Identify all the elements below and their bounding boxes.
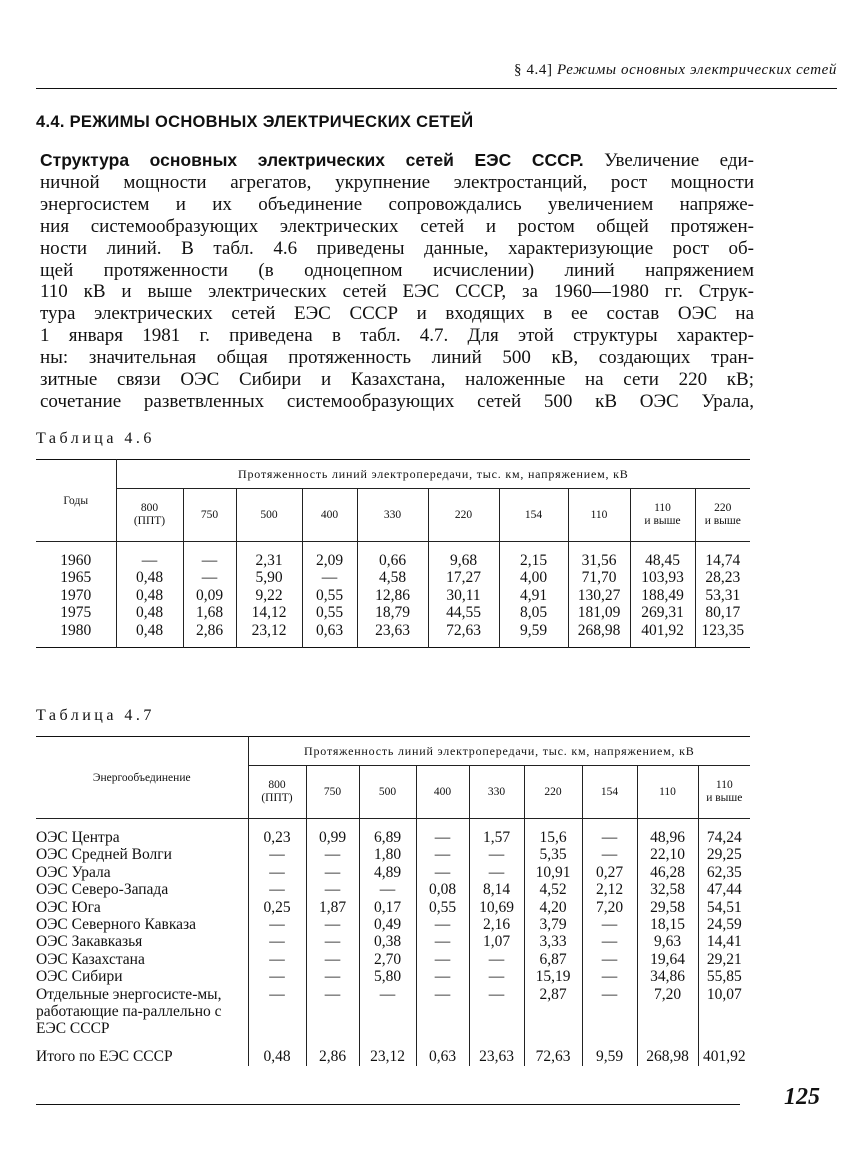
row-header-years: Годы [36,460,116,542]
paragraph-line: 1 января 1981 г. приведена в табл. 4.7. Для этой структуры характер- [40,325,754,347]
column-header: 500 [236,489,302,542]
paragraph-line: 110 кВ и выше электрических сетей ЕЭС СССР, за 1960—1980 гг. Струк- [40,281,754,303]
data-column-330: 1,57 — — 8,14 10,69 2,16 1,07 — — — [469,829,524,1038]
data-column-110: 48,96 22,10 46,28 32,58 29,58 18,15 9,63 19,64 34,86 7,20 [637,829,698,1038]
section-title: 4.4. РЕЖИМЫ ОСНОВНЫХ ЭЛЕКТРИЧЕСКИХ СЕТЕЙ [36,113,474,131]
data-column-500: 2,31 5,90 9,22 14,12 23,12 [236,552,302,648]
column-header: 400 [302,489,357,542]
column-header: 500 [359,766,416,819]
data-column-400: — — — 0,08 0,55 — — — — — [416,829,469,1038]
data-column-220: 15,6 5,35 10,91 4,52 4,20 3,79 3,33 6,87 15,19 2,87 [524,829,582,1038]
data-column-220: 9,68 17,27 30,11 44,55 72,63 [428,552,499,648]
association-names: ОЭС Центра ОЭС Средней Волги ОЭС Урала ОЭС Северо-Запада ОЭС Юга ОЭС Северного Кавказа ОЭС Закавказья ОЭС Казахстана ОЭС Сибири Отдельные энергосисте-мы, работающие па-раллельно с ЕЭС СССР [36,829,222,1038]
column-header: 330 [469,766,524,819]
column-header: 330 [357,489,428,542]
column-header: 800 (ППТ) [116,489,183,542]
table-4-7-caption: Таблица 4.7 [36,707,155,724]
data-column-154: — — 0,27 2,12 7,20 — — — — — [582,829,637,1038]
page-number: 125 [784,1084,820,1110]
total-value: 9,59 [582,1038,637,1066]
total-value: 268,98 [637,1038,698,1066]
total-label: Итого по ЕЭС СССР [36,1047,173,1065]
column-header: 154 [499,489,568,542]
total-value: 0,48 [248,1038,306,1066]
column-header: 750 [183,489,236,542]
paragraph-line: зитные связи ОЭС Сибири и Казахстана, наложенные на сети 220 кВ; [40,369,754,391]
column-header: 220 и выше [695,489,750,542]
row-header-association: Энергообъединение [36,737,248,819]
paragraph-line: ны: значительная общая протяженность линий 500 кВ, создающих тран- [40,347,754,369]
total-value: 23,63 [469,1038,524,1066]
data-column-330: 0,66 4,58 12,86 18,79 23,63 [357,552,428,648]
column-header: 800 (ППТ) [248,766,306,819]
total-value: 23,12 [359,1038,416,1066]
paragraph-line: ности линий. В табл. 4.6 приведены данные, характеризующие рост об- [40,237,754,259]
year-column: 1960 1965 1970 1975 1980 [60,552,92,639]
column-header: 750 [306,766,359,819]
total-value: 72,63 [524,1038,582,1066]
paragraph-line: сочетание разветвленных системообразующих сетей 500 кВ ОЭС Урала, [40,390,754,412]
data-column-110-and-above: 48,45 103,93 188,49 269,31 401,92 [630,552,695,648]
table-4-6-caption: Таблица 4.6 [36,430,155,447]
data-column-220-and-above: 14,74 28,23 53,31 80,17 123,35 [695,552,750,648]
column-header: 110 [568,489,630,542]
data-column-400: 2,09 — 0,55 0,55 0,63 [302,552,357,648]
super-header: Протяженность линий электропередачи, тыс. км, напряжением, кВ [248,737,750,766]
data-column-800: 0,23 — — — 0,25 — — — — — [248,829,306,1038]
total-value: 401,92 [698,1038,750,1066]
data-column-110: 31,56 71,70 130,27 181,09 268,98 [568,552,630,648]
data-column-500: 6,89 1,80 4,89 — 0,17 0,49 0,38 2,70 5,80 — [359,829,416,1038]
running-head [36,62,837,79]
data-column-750: — — 0,09 1,68 2,86 [183,552,236,648]
paragraph-line: тура электрических сетей ЕЭС СССР и входящих в ее состав ОЭС на [40,303,754,325]
column-header: 110 и выше [630,489,695,542]
table-4-7 [36,736,750,1066]
total-value: 0,63 [416,1038,469,1066]
data-column-750: 0,99 — — — 1,87 — — — — — [306,829,359,1038]
paragraph-line: энергосистем и их объединение сопровождались увеличением напряже- [40,193,754,215]
paragraph-line: ничной мощности агрегатов, укрупнение электростанций, рост мощности [40,171,754,193]
body-paragraph [40,150,754,413]
data-column-800: — 0,48 0,48 0,48 0,48 [116,552,183,648]
column-header: 154 [582,766,637,819]
total-value: 2,86 [306,1038,359,1066]
footer-rule [36,1104,740,1105]
paragraph-line: Увеличение еди- [604,150,754,171]
column-header: 220 [428,489,499,542]
paragraph-line: щей протяженности (в одноцепном исчислении) линий напряжением [40,259,754,281]
paragraph-lead: Структура основных электрических сетей ЕЭС СССР. [40,150,584,170]
data-column-154: 2,15 4,00 4,91 8,05 9,59 [499,552,568,648]
super-header: Протяженность линий электропередачи, тыс. км, напряжением, кВ [116,460,750,489]
paragraph-line: ния системообразующих электрических сетей и ростом общей протяжен- [40,215,754,237]
total-row [36,1038,750,1066]
column-header: 110 и выше [698,766,750,819]
running-head-title: Режимы основных электрических сетей [556,62,837,78]
header-rule [36,88,837,89]
running-head-section: § 4.4] [514,62,553,78]
column-header: 110 [637,766,698,819]
column-header: 220 [524,766,582,819]
data-column-110-and-above: 74,24 29,25 62,35 47,44 54,51 24,59 14,41 29,21 55,85 10,07 [698,829,750,1038]
column-header: 400 [416,766,469,819]
table-4-6 [36,459,750,648]
